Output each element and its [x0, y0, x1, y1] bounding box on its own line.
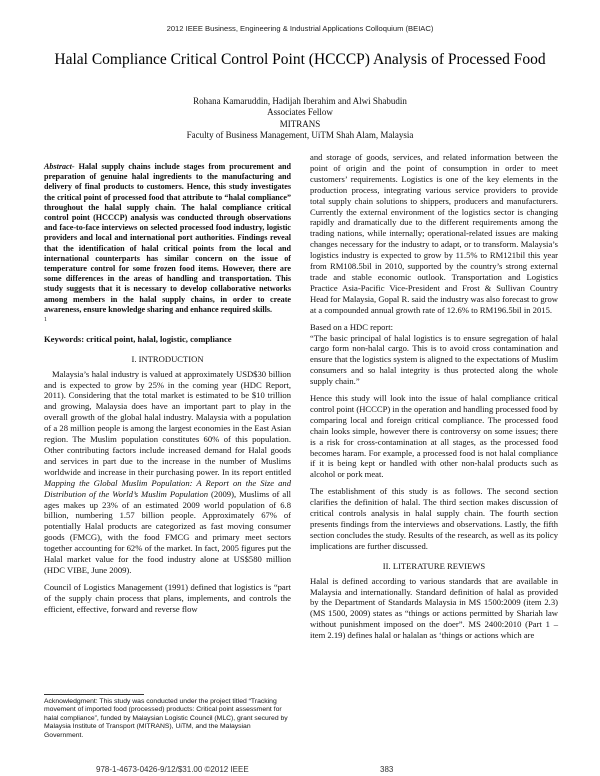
right-column: [310, 152, 558, 641]
intro-paragraph-1: Malaysia’s halal industry is valued at approximately USD$30 billion and is expected to grow by 25% in the coming year (HDC Report, 2011). Considering that the total market is estimated to be $10 trillion and growing, Malaysia does have an important part to play in the overall growth of the global halal industry. Malaysia with a population of a 28 million people is among the largest economies in the East Asian region. The Muslim population constitutes 60% of this population. Other contributing factors include increased demand for Halal goods and services in part due to the increase in the number of Muslims worldwide and increase in their purchasing power. In its report entitled Mapping the Global Muslim Population: A Report on the Size and Distribution of the World’s Muslim Population (2009), Muslims of all ages makes up 23% of an estimated 2009 world population of 6.8 billion, numbering 1.57 billion people. Approximately 67% of potentially Halal products are categorized as fast moving consumer goods (FMCG), with the food FMCG and primary meet sectors together accounting for 62% of the market. In fact, 2005 figures put the Halal market value for the food industry alone at US$580 million (HDC VIBE, June 2009).: [44, 368, 291, 575]
paper-title: Halal Compliance Critical Control Point (HCCCP) Analysis of Processed Food: [54, 51, 546, 68]
author-affiliation: Faculty of Business Management, UiTM Shah Alam, Malaysia: [186, 130, 414, 141]
right-paragraph-6: Halal is defined according to various standards that are available in Malaysia and internationally. Standard definition of halal as provided by the Department of Standards Malaysia in MS 1500:2009 (item 2.3)(MS 1500, 2009) states as “things or actions permitted by Shariah law without punishment imposed on the doer”. MS 2400:2010 (Part 1 – item 2.19) defines halal or halalan as ‘things or actions which are: [310, 575, 558, 641]
keywords: Keywords: critical point, halal, logistic, compliance: [44, 333, 232, 344]
author-institute: MITRANS: [279, 118, 321, 129]
right-paragraph-5: The establishment of this study is as follows. The second section clarifies the definition of halal. The third section makes discussion of critical controls analysis in halal supply chain. The fourth section presents findings from the interviews and observations. Lastly, the fifth section concludes the study. Results of the research, as well as its policy implications are further discussed.: [310, 486, 558, 551]
abstract: [44, 162, 291, 315]
author-block: [40, 96, 560, 142]
section-heading-literature: II. LITERATURE REVIEWS: [382, 560, 486, 571]
footnote-rule: [44, 694, 144, 695]
page-number: 383: [380, 765, 394, 774]
author-names: Rohana Kamaruddin, Hadijah Iberahim and Alwi Shabudin: [193, 96, 407, 106]
report-title: Mapping the Global Muslim Population: A Report on the Size and Distribution of the World’s Muslim Population: [44, 477, 291, 499]
author-role: Associates Fellow: [267, 107, 333, 118]
conference-header: 2012 IEEE Business, Engineering & Industrial Applications Colloquium (BEIAC): [166, 24, 434, 33]
left-column: [44, 162, 291, 615]
abstract-lead: Abstract-: [44, 162, 75, 171]
section-heading-introduction: I. INTRODUCTION: [131, 353, 204, 364]
copyright-footer: 978-1-4673-0426-9/12/$31.00 ©2012 IEEE: [96, 765, 249, 774]
right-paragraph-1: and storage of goods, services, and related information between the point of origin and the point of consumption in order to meet customers’ requirements. Logistics is one of the key elements in the production process, integrating various service providers to provide total supply chain solutions to shippers, producers and manufacturers. Currently the external environment of the logistics sector is changing rapidly and dramatically due to the different requirements among the trading nations, while internally; operational-related issues are making changes necessary for the industry to adapt, or to transform. Malaysia’s logistics industry is expected to grow by 11.5% to RM121bil this year from RM108.5bil in 2010, supported by the country’s strong external trade and stable economic outlook. Transportation and Logistics Practice Asia-Pacific Vice-President and Frost & Sullivan Country Head for Malaysia, Gopal R. said the industry was also forecast to grow at a compounded annual growth rate of 12.6% to RM196.5bil in 2015.: [310, 152, 558, 315]
right-paragraph-4: Hence this study will look into the issue of halal compliance critical control point (HCCCP) in the operation and handling processed food by comparing local and foreign critical compliance. The processed food chain looks simple, however there is controversy on some issues; there is a risk for cross-contamination at all stages, as the processed food becomes haram. For example, a processed food is not halal compliance if it is being kept or handled with other non-halal products such as alcohol or pork meat.: [310, 393, 558, 480]
intro-paragraph-2: Council of Logistics Management (1991) defined that logistics is “part of the supply chain process that plans, implements, and controls the efficient, effective, forward and reverse flow: [44, 581, 291, 614]
abstract-text: Halal supply chains include stages from procurement and preparation of genuine halal ingredients to the manufacturing and delivery of final products to customers. Hence, this study investigates the critical point of processed food that attribute to “halal compliance” throughout the halal supply chain. The halal compliance critical control point (HCCCP) analysis was conducted through observations and face-to-face interviews on selected processed food industry, logistic providers and local and international port authorities. Findings reveal that the identification of halal critical points from the local and international counterparts has similar concern on the issue of temperature control for some frozen food items. However, there are some differences in the areas of handling and transportation. This study suggests that it is necessary to develop collaborative networks among members in the halal supply chains, in order to create awareness, ensure knowledge sharing and enhance required skills.: [44, 162, 291, 314]
right-paragraph-2: Based on a HDC report:: [310, 321, 394, 332]
hdc-quote: “The basic principal of halal logistics is to ensure segregation of halal cargo form non-halal cargo. This is to avoid cross contamination and ensure that the logistics system is aligned to the expectations of Muslim consumers and so halal integrity is thus protected along the whole supply chain.”: [310, 332, 558, 387]
abstract-footnote-mark: 1: [44, 317, 47, 324]
acknowledgment-footnote: Acknowledgment: This study was conducted under the project titled “Tracking movement of imported food (processed) products: Critical point assessment for halal compliance”, funded by Malaysian Logistic Council (MLC), grant secured by Malaysia Institute of Transport (MITRANS), UiTM, and the Malaysian Government.: [44, 698, 288, 739]
